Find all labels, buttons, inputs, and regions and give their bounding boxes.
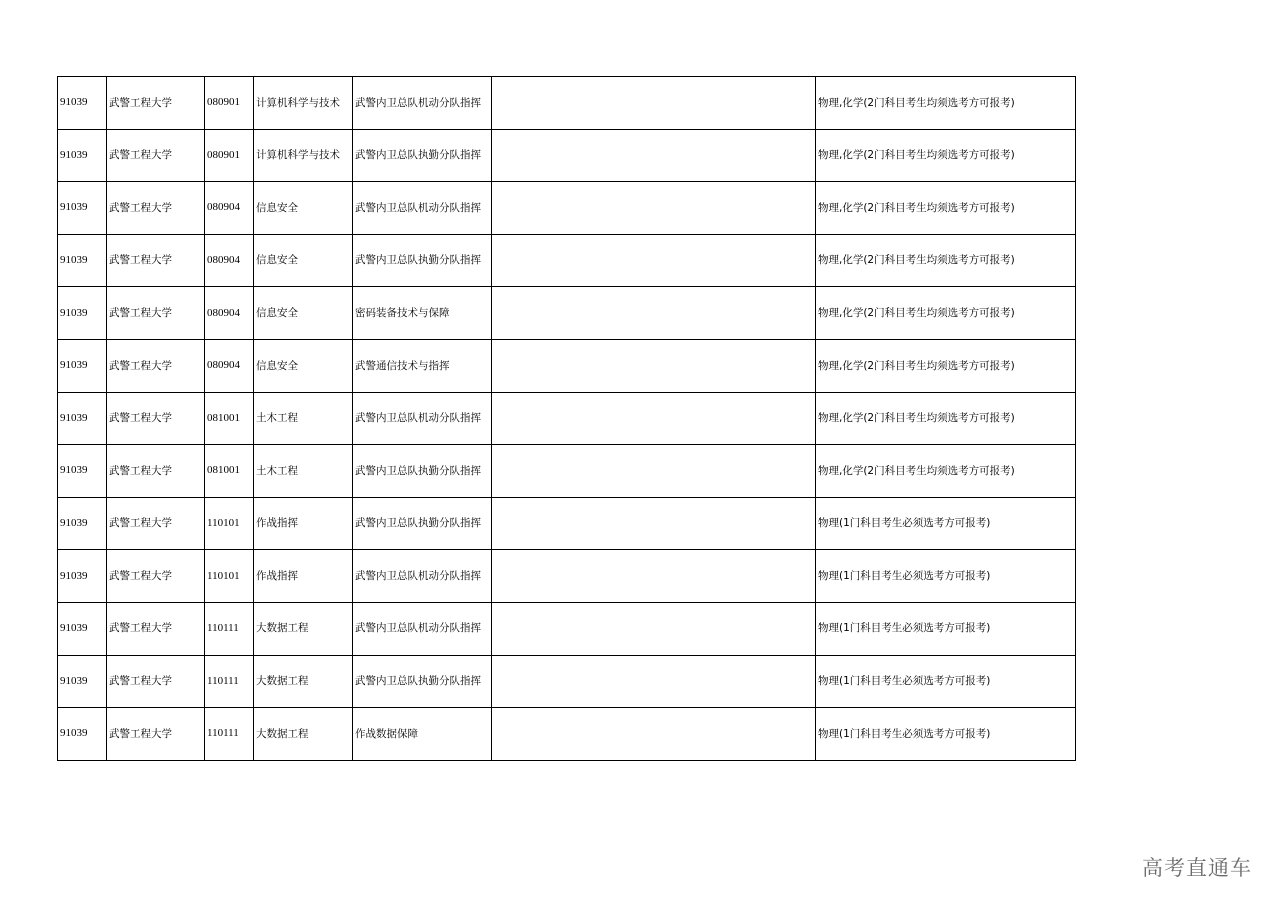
major-name-cell: 土木工程 [254,392,353,445]
direction-cell: 武警内卫总队机动分队指挥 [353,550,492,603]
remark-cell [492,550,816,603]
university-name-cell: 武警工程大学 [107,77,205,130]
university-name-cell: 武警工程大学 [107,182,205,235]
watermark-text: 高考直通车 [1142,856,1252,880]
table-row [58,129,1076,182]
table-row [58,445,1076,498]
direction-cell: 武警通信技术与指挥 [353,339,492,392]
school-code-cell: 91039 [58,602,107,655]
major-code-cell: 080904 [205,287,254,340]
subject-requirement-cell: 物理(1门科目考生必须选考方可报考) [816,602,1076,655]
remark-cell [492,129,816,182]
major-code-cell: 110111 [205,708,254,761]
direction-cell: 武警内卫总队执勤分队指挥 [353,655,492,708]
university-name-cell: 武警工程大学 [107,708,205,761]
table-row [58,339,1076,392]
admissions-table [57,76,1076,761]
direction-cell: 武警内卫总队机动分队指挥 [353,77,492,130]
university-name-cell: 武警工程大学 [107,550,205,603]
major-code-cell: 110111 [205,602,254,655]
major-code-cell: 110111 [205,655,254,708]
major-name-cell: 大数据工程 [254,708,353,761]
subject-requirement-cell: 物理,化学(2门科目考生均须选考方可报考) [816,129,1076,182]
university-name-cell: 武警工程大学 [107,497,205,550]
direction-cell: 武警内卫总队执勤分队指挥 [353,445,492,498]
remark-cell [492,77,816,130]
table-row [58,655,1076,708]
school-code-cell: 91039 [58,445,107,498]
major-name-cell: 土木工程 [254,445,353,498]
university-name-cell: 武警工程大学 [107,339,205,392]
school-code-cell: 91039 [58,708,107,761]
major-code-cell: 081001 [205,392,254,445]
major-code-cell: 080901 [205,77,254,130]
remark-cell [492,339,816,392]
major-code-cell: 080901 [205,129,254,182]
table-row [58,287,1076,340]
major-code-cell: 080904 [205,234,254,287]
major-code-cell: 080904 [205,339,254,392]
major-name-cell: 大数据工程 [254,602,353,655]
remark-cell [492,708,816,761]
subject-requirement-cell: 物理,化学(2门科目考生均须选考方可报考) [816,77,1076,130]
major-name-cell: 信息安全 [254,182,353,235]
university-name-cell: 武警工程大学 [107,234,205,287]
school-code-cell: 91039 [58,497,107,550]
direction-cell: 武警内卫总队机动分队指挥 [353,602,492,655]
university-name-cell: 武警工程大学 [107,445,205,498]
subject-requirement-cell: 物理,化学(2门科目考生均须选考方可报考) [816,445,1076,498]
school-code-cell: 91039 [58,129,107,182]
major-name-cell: 计算机科学与技术 [254,129,353,182]
major-name-cell: 信息安全 [254,287,353,340]
remark-cell [492,497,816,550]
university-name-cell: 武警工程大学 [107,655,205,708]
direction-cell: 作战数据保障 [353,708,492,761]
major-code-cell: 110101 [205,550,254,603]
major-name-cell: 计算机科学与技术 [254,77,353,130]
school-code-cell: 91039 [58,550,107,603]
major-name-cell: 大数据工程 [254,655,353,708]
school-code-cell: 91039 [58,392,107,445]
remark-cell [492,392,816,445]
university-name-cell: 武警工程大学 [107,602,205,655]
table-body [58,77,1076,761]
direction-cell: 武警内卫总队机动分队指挥 [353,182,492,235]
school-code-cell: 91039 [58,287,107,340]
table-row [58,497,1076,550]
university-name-cell: 武警工程大学 [107,287,205,340]
school-code-cell: 91039 [58,339,107,392]
subject-requirement-cell: 物理,化学(2门科目考生均须选考方可报考) [816,339,1076,392]
subject-requirement-cell: 物理(1门科目考生必须选考方可报考) [816,708,1076,761]
direction-cell: 武警内卫总队执勤分队指挥 [353,497,492,550]
subject-requirement-cell: 物理(1门科目考生必须选考方可报考) [816,550,1076,603]
table-row [58,708,1076,761]
subject-requirement-cell: 物理,化学(2门科目考生均须选考方可报考) [816,392,1076,445]
major-code-cell: 081001 [205,445,254,498]
school-code-cell: 91039 [58,655,107,708]
remark-cell [492,287,816,340]
remark-cell [492,655,816,708]
subject-requirement-cell: 物理,化学(2门科目考生均须选考方可报考) [816,287,1076,340]
remark-cell [492,234,816,287]
school-code-cell: 91039 [58,234,107,287]
direction-cell: 密码装备技术与保障 [353,287,492,340]
major-code-cell: 080904 [205,182,254,235]
table-row [58,234,1076,287]
major-name-cell: 信息安全 [254,234,353,287]
major-name-cell: 信息安全 [254,339,353,392]
major-name-cell: 作战指挥 [254,497,353,550]
school-code-cell: 91039 [58,77,107,130]
major-name-cell: 作战指挥 [254,550,353,603]
remark-cell [492,445,816,498]
university-name-cell: 武警工程大学 [107,129,205,182]
table-row [58,182,1076,235]
school-code-cell: 91039 [58,182,107,235]
table-row [58,77,1076,130]
subject-requirement-cell: 物理(1门科目考生必须选考方可报考) [816,655,1076,708]
table-row [58,550,1076,603]
direction-cell: 武警内卫总队机动分队指挥 [353,392,492,445]
direction-cell: 武警内卫总队执勤分队指挥 [353,129,492,182]
remark-cell [492,182,816,235]
university-name-cell: 武警工程大学 [107,392,205,445]
subject-requirement-cell: 物理(1门科目考生必须选考方可报考) [816,497,1076,550]
remark-cell [492,602,816,655]
admissions-table-container [57,76,1075,761]
table-row [58,392,1076,445]
major-code-cell: 110101 [205,497,254,550]
direction-cell: 武警内卫总队执勤分队指挥 [353,234,492,287]
table-row [58,602,1076,655]
subject-requirement-cell: 物理,化学(2门科目考生均须选考方可报考) [816,182,1076,235]
subject-requirement-cell: 物理,化学(2门科目考生均须选考方可报考) [816,234,1076,287]
